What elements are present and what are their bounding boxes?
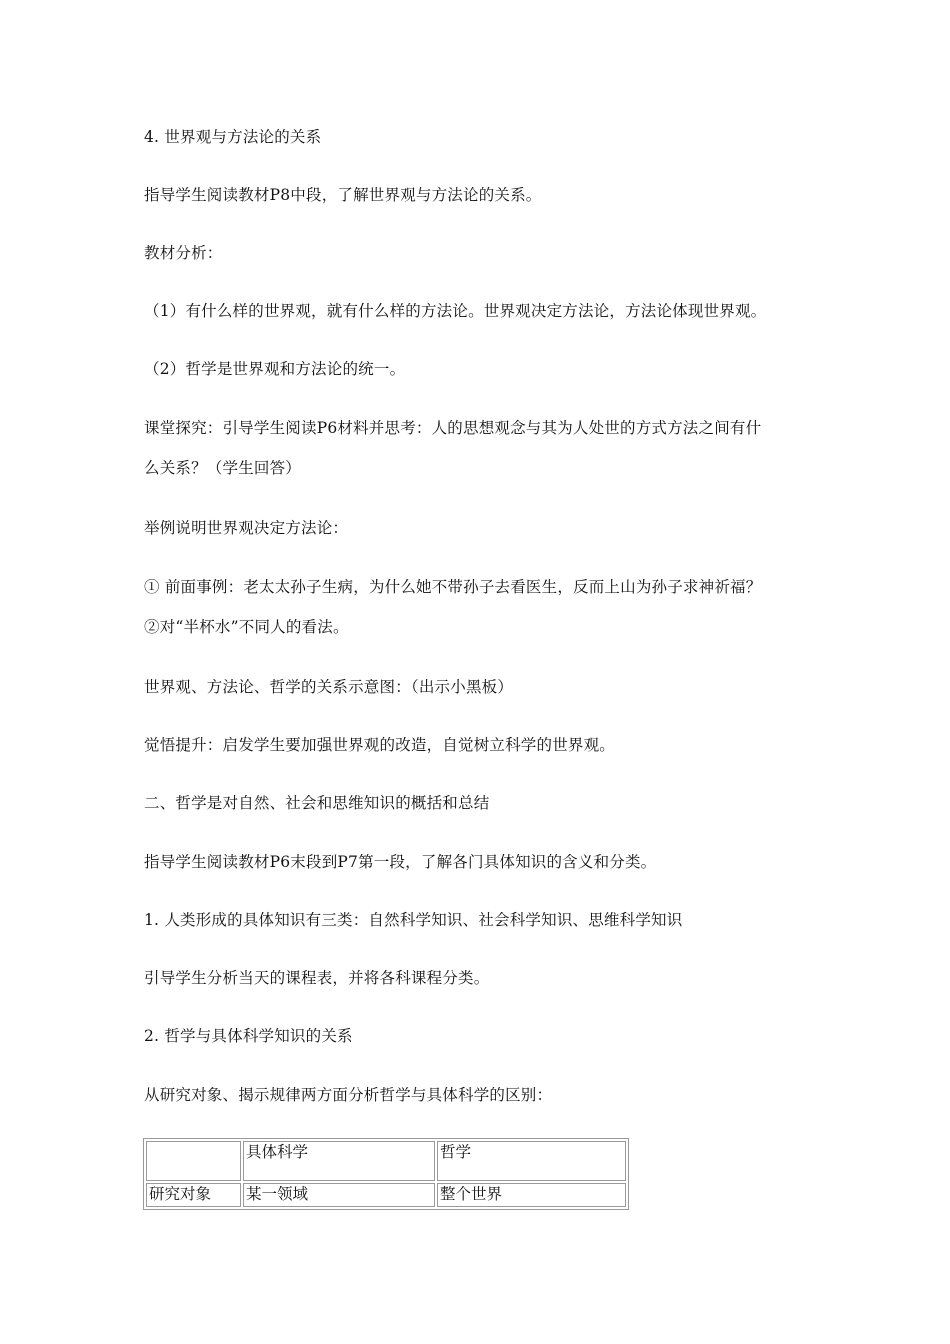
paragraph-awareness: 觉悟提升：启发学生要加强世界观的改造，自觉树立科学的世界观。 <box>144 736 616 754</box>
paragraph-point-1: （1）有什么样的世界观，就有什么样的方法论。世界观决定方法论，方法论体现世界观。 <box>144 302 767 320</box>
comparison-table <box>143 1138 629 1210</box>
paragraph-difference-intro: 从研究对象、揭示规律两方面分析哲学与具体科学的区别： <box>144 1086 553 1104</box>
heading-worldview-methodology: 4. 世界观与方法论的关系 <box>144 128 322 146</box>
paragraph-classroom-inquiry-line1: 课堂探究：引导学生阅读P6材料并思考：人的思想观念与其为人处世的方式方法之间有什 <box>144 419 762 437</box>
table-cell-row-label: 研究对象 <box>146 1183 241 1207</box>
table-row <box>146 1183 626 1207</box>
table-header-cell-philosophy: 哲学 <box>437 1141 626 1181</box>
table-header-cell-empty <box>146 1141 241 1181</box>
table-cell-philosophy: 整个世界 <box>437 1183 626 1207</box>
paragraph-example-2: ②对“半杯水”不同人的看法。 <box>144 618 349 636</box>
paragraph-textbook-analysis-label: 教材分析： <box>144 244 223 262</box>
heading-philosophy-science: 2. 哲学与具体科学知识的关系 <box>144 1027 353 1045</box>
table-header-row <box>146 1141 626 1181</box>
paragraph-examples-label: 举例说明世界观决定方法论： <box>144 519 349 537</box>
paragraph-example-1: ① 前面事例：老太太孙子生病，为什么她不带孙子去看医生，反而上山为孙子求神祈福？ <box>144 578 762 596</box>
paragraph-reading-guide-2: 指导学生阅读教材P6末段到P7第一段，了解各门具体知识的含义和分类。 <box>144 853 657 871</box>
paragraph-reading-guide: 指导学生阅读教材P8中段，了解世界观与方法论的关系。 <box>144 186 542 204</box>
table-cell-specific-science: 某一领域 <box>243 1183 435 1207</box>
paragraph-diagram-note: 世界观、方法论、哲学的关系示意图：（出示小黑板） <box>144 678 514 696</box>
table-header-cell-specific-science: 具体科学 <box>243 1141 435 1181</box>
paragraph-schedule-analysis: 引导学生分析当天的课程表，并将各科课程分类。 <box>144 969 490 987</box>
paragraph-classroom-inquiry-line2: 么关系？（学生回答） <box>144 459 302 477</box>
heading-section-two: 二、哲学是对自然、社会和思维知识的概括和总结 <box>144 794 490 812</box>
paragraph-point-2: （2）哲学是世界观和方法论的统一。 <box>144 360 406 378</box>
paragraph-knowledge-types: 1. 人类形成的具体知识有三类：自然科学知识、社会科学知识、思维科学知识 <box>144 911 683 929</box>
